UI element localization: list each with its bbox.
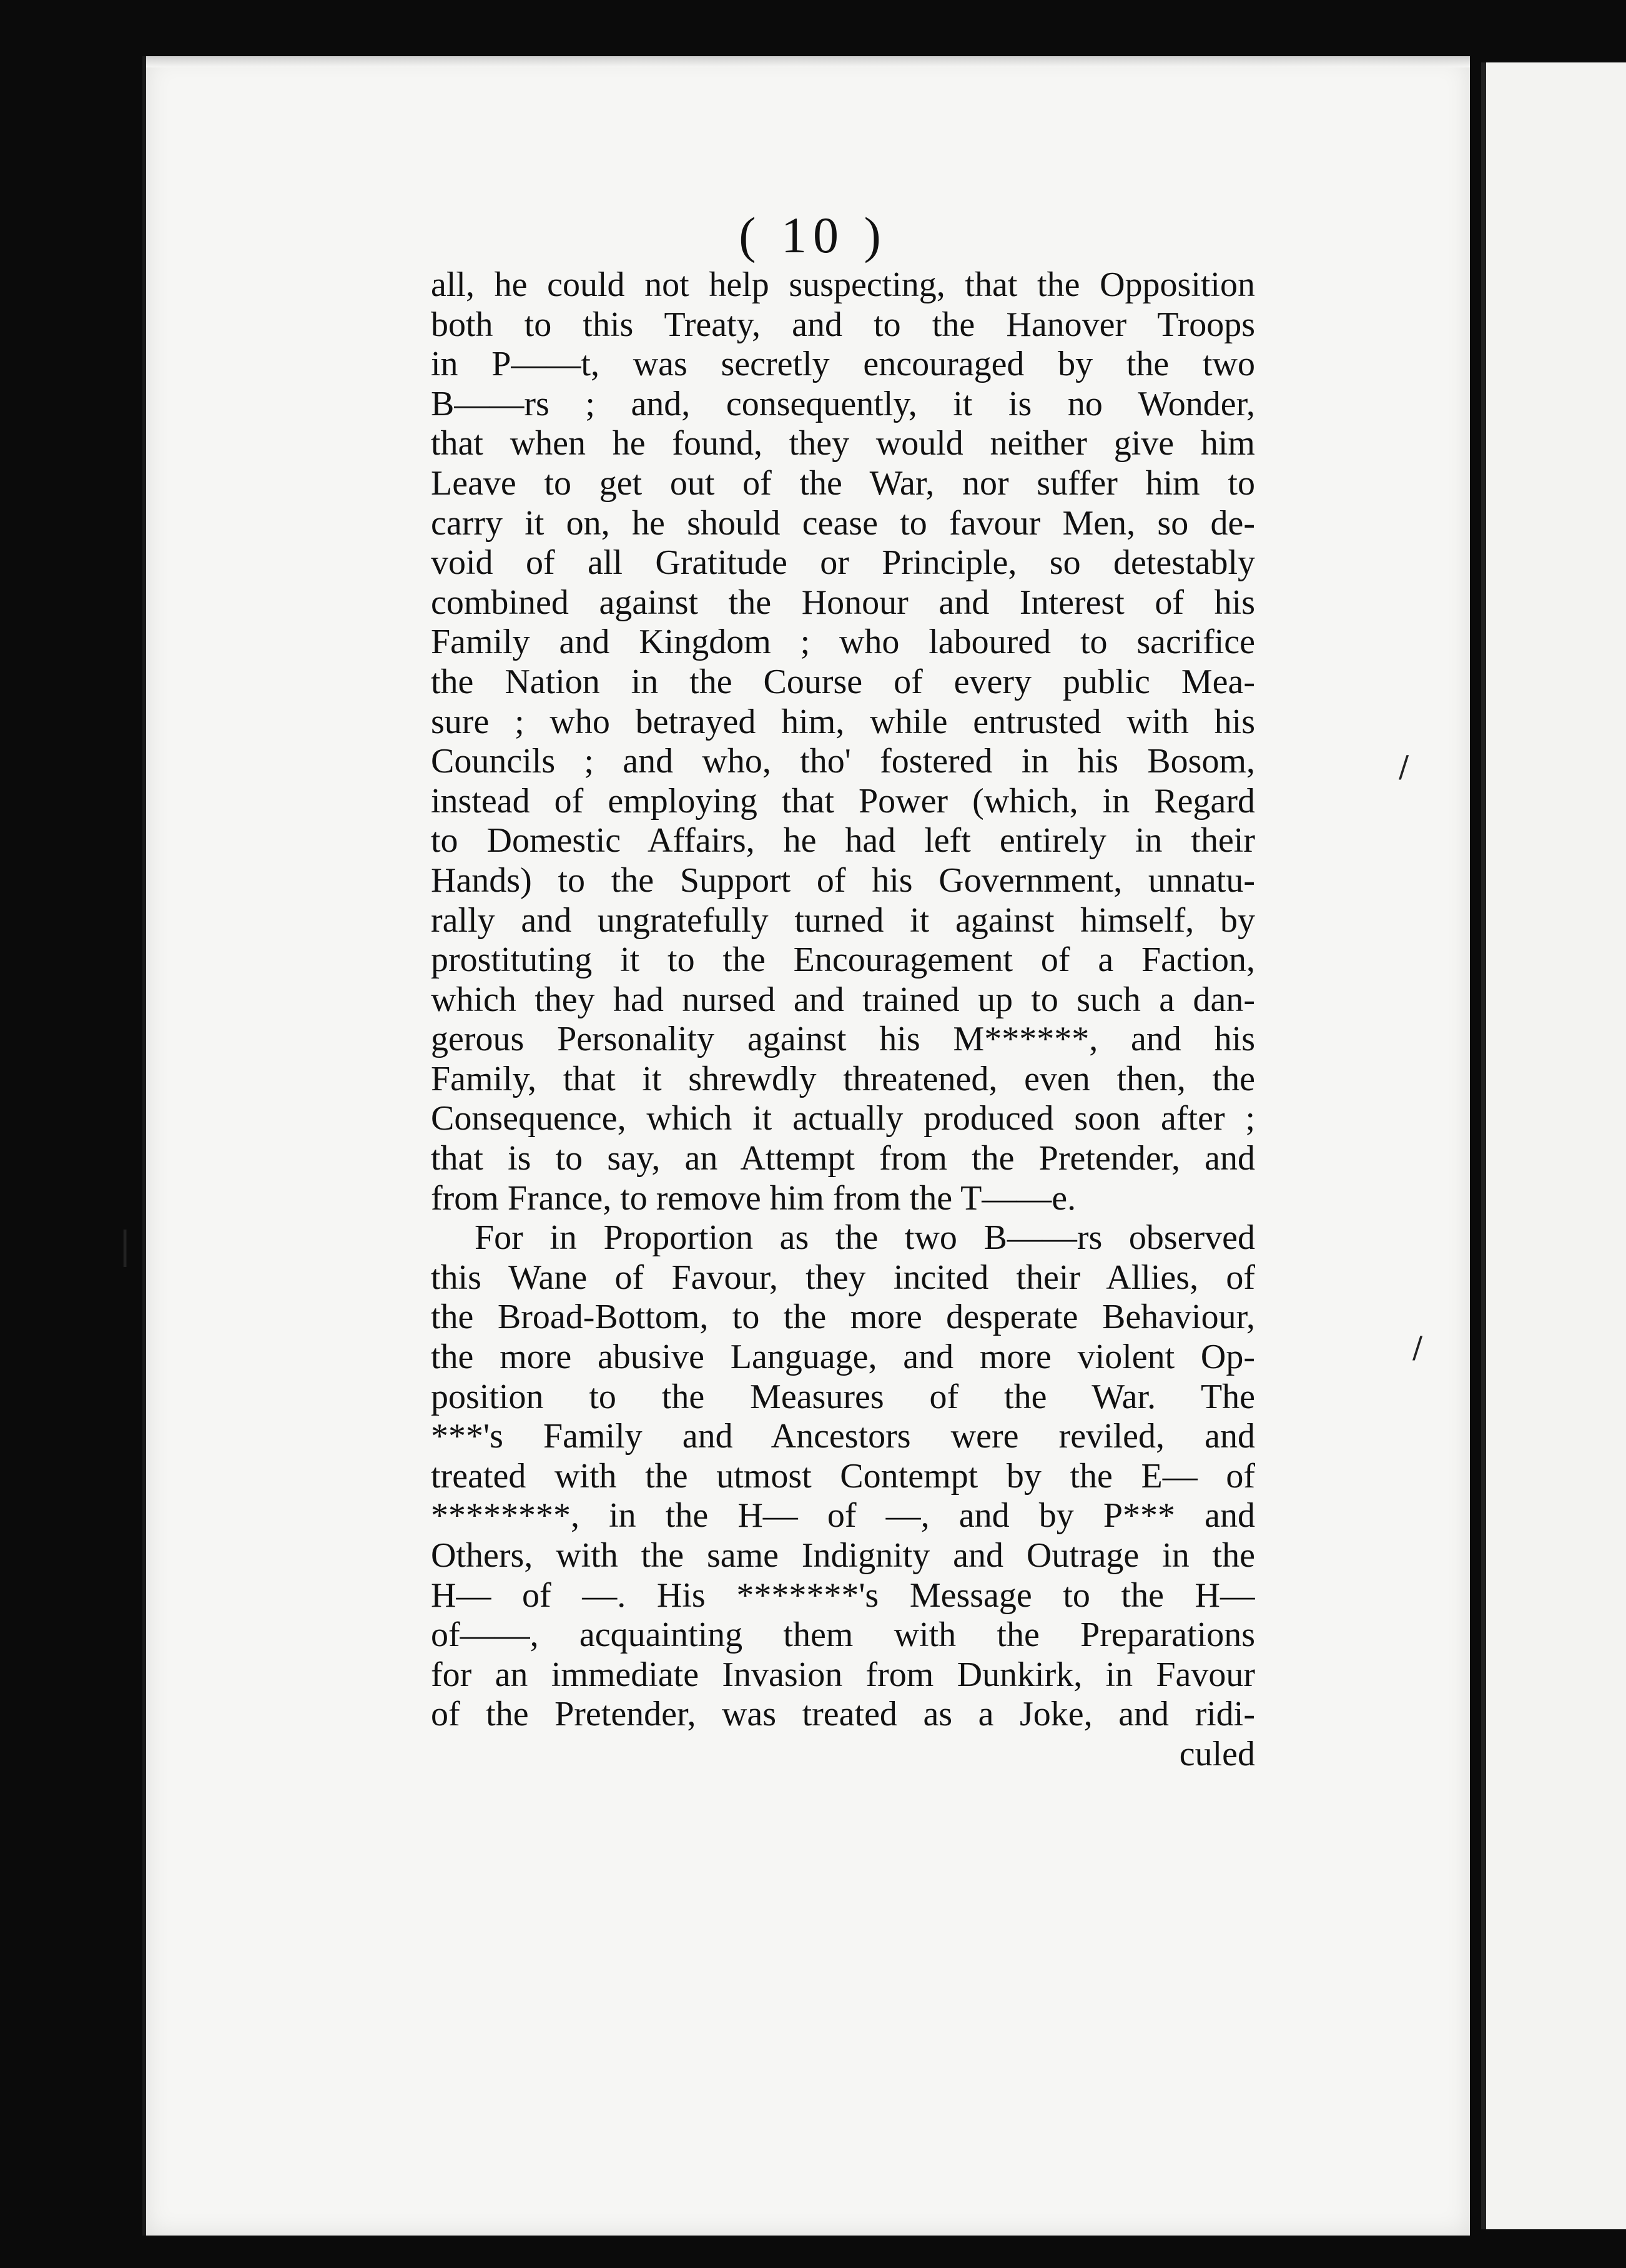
text-line: in P——t, was secretly encouraged by the two bbox=[431, 345, 1255, 384]
text-line: sure ; who betrayed him, while entrusted with his bbox=[431, 702, 1255, 741]
text-line: that when he found, they would neither give him bbox=[431, 424, 1255, 463]
text-line: Hands) to the Support of his Government, unnatu- bbox=[431, 860, 1255, 900]
text-line: Councils ; and who, tho' fostered in his Bosom, bbox=[431, 742, 1255, 781]
text-line: B——rs ; and, consequently, it is no Wonder, bbox=[431, 384, 1255, 423]
text-line: Family and Kingdom ; who laboured to sacrifice bbox=[431, 623, 1255, 662]
text-line: carry it on, he should cease to favour Men, so de- bbox=[431, 503, 1255, 543]
body-text bbox=[431, 265, 1255, 1775]
text-line: gerous Personality against his M******, and his bbox=[431, 1020, 1255, 1059]
text-line: Leave to get out of the War, nor suffer him to bbox=[431, 463, 1255, 503]
text-line: the Broad-Bottom, to the more desperate Behaviour, bbox=[431, 1298, 1255, 1337]
text-line: H— of —. His *******'s Message to the H— bbox=[431, 1575, 1255, 1615]
text-line: this Wane of Favour, they incited their Allies, of bbox=[431, 1258, 1255, 1297]
text-line: instead of employing that Power (which, in Regard bbox=[431, 781, 1255, 821]
text-line: ********, in the H— of —, and by P*** and bbox=[431, 1496, 1255, 1536]
page-top-edge bbox=[146, 56, 1470, 67]
text-line: prostituting it to the Encouragement of a Faction, bbox=[431, 940, 1255, 980]
text-line: both to this Treaty, and to the Hanover Troops bbox=[431, 305, 1255, 344]
text-line: position to the Measures of the War. The bbox=[431, 1377, 1255, 1416]
catchword: culed bbox=[1179, 1734, 1255, 1773]
text-line: rally and ungratefully turned it against himself, by bbox=[431, 900, 1255, 940]
text-line: of——, acquainting them with the Preparations bbox=[431, 1615, 1255, 1655]
page-number: ( 10 ) bbox=[739, 207, 887, 264]
text-line: the more abusive Language, and more violent Op- bbox=[431, 1338, 1255, 1377]
text-line: the Nation in the Course of every public Mea- bbox=[431, 662, 1255, 701]
text-line: to Domestic Affairs, he had left entirely in their bbox=[431, 821, 1255, 860]
text-line: ***'s Family and Ancestors were reviled, and bbox=[431, 1417, 1255, 1456]
text-line: void of all Gratitude or Principle, so detestably bbox=[431, 543, 1255, 583]
text-line: which they had nursed and trained up to such a dan- bbox=[431, 980, 1255, 1019]
text-line: all, he could not help suspecting, that the Opposition bbox=[431, 265, 1255, 304]
text-line: treated with the utmost Contempt by the E— of bbox=[431, 1456, 1255, 1496]
text-line: For in Proportion as the two B——rs observed bbox=[475, 1218, 1255, 1258]
margin-mark: / bbox=[1412, 1330, 1423, 1365]
text-line: that is to say, an Attempt from the Pretender, and bbox=[431, 1139, 1255, 1178]
text-line: combined against the Honour and Interest of his bbox=[431, 583, 1255, 622]
text-line: Consequence, which it actually produced soon after ; bbox=[431, 1099, 1255, 1138]
text-line: of the Pretender, was treated as a Joke, and ridi- bbox=[431, 1695, 1255, 1734]
margin-mark: | bbox=[119, 1224, 132, 1268]
text-line: Others, with the same Indignity and Outrage in the bbox=[431, 1536, 1255, 1575]
margin-mark: / bbox=[1399, 749, 1409, 784]
facing-page-edge bbox=[1481, 62, 1626, 2229]
text-line: from France, to remove him from the T——e. bbox=[431, 1178, 1077, 1218]
text-line: Family, that it shrewdly threatened, even then, the bbox=[431, 1059, 1255, 1098]
text-line: for an immediate Invasion from Dunkirk, in Favour bbox=[431, 1655, 1255, 1694]
